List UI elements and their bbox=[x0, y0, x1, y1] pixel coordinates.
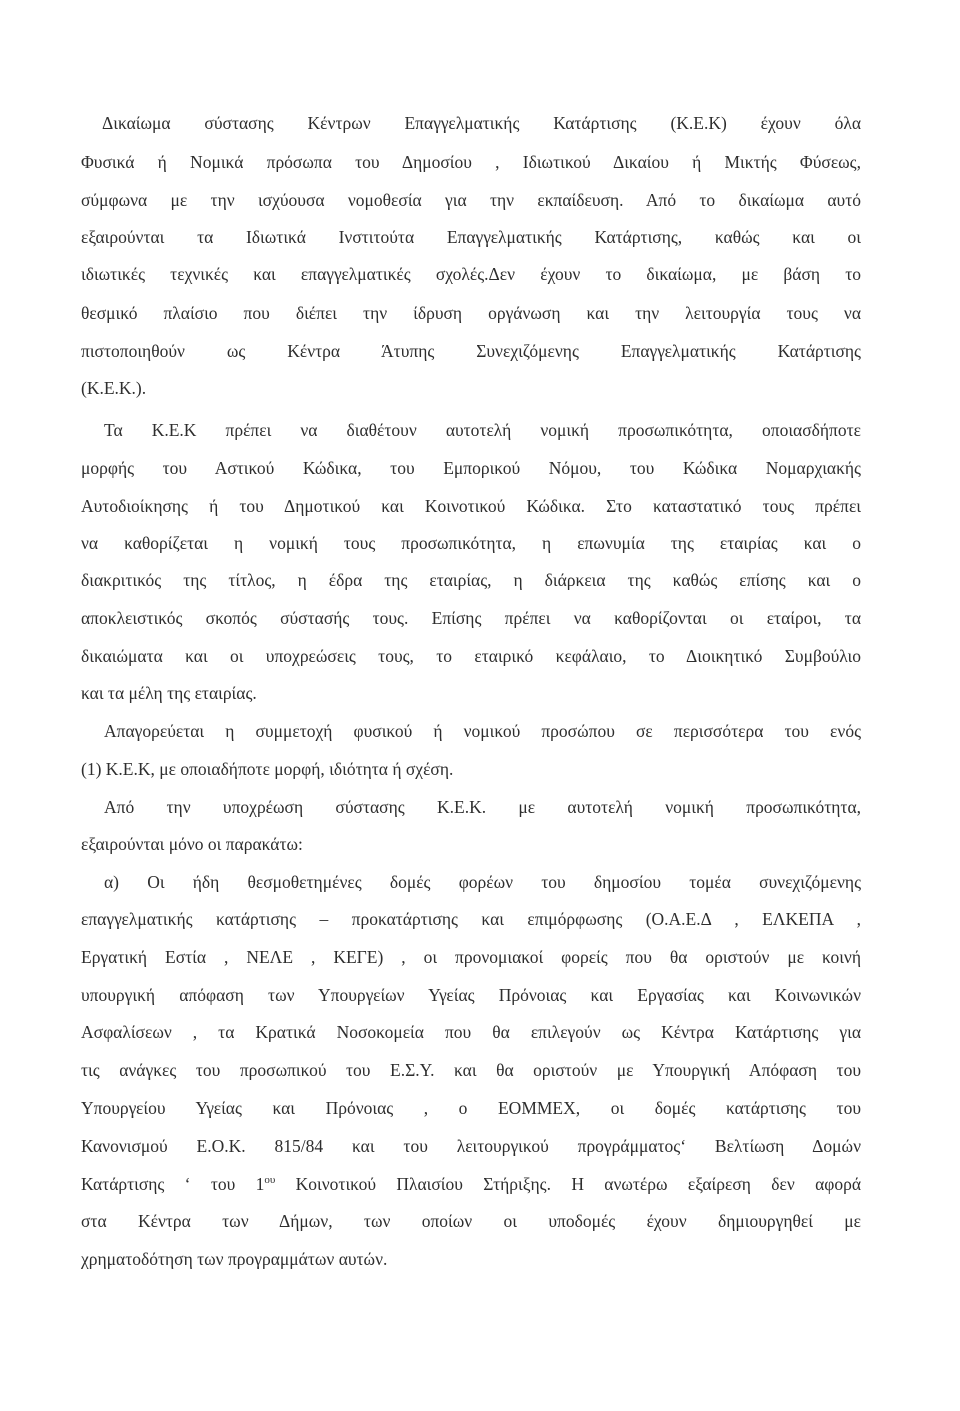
text-line: Τα Κ.Ε.Κ πρέπει να διαθέτουν αυτοτελή νομική προσωπικότητα, οποιασδήποτε bbox=[104, 420, 861, 440]
text-line: εξαιρούνται μόνο οι παρακάτω: bbox=[81, 834, 303, 854]
text-line: εξαιρούνται τα Ιδιωτικά Ινστιτούτα Επαγγελματικής Κατάρτισης, καθώς και οι bbox=[81, 227, 861, 247]
superscript-text: ου bbox=[264, 1174, 276, 1187]
text-line: να καθορίζεται η νομική τους προσωπικότητα, η επωνυμία της εταιρίας και ο bbox=[81, 533, 861, 553]
text-segment: Κατάρτισης ‘ του 1 bbox=[81, 1174, 265, 1194]
text-line: (Κ.Ε.Κ.). bbox=[81, 378, 147, 398]
text-line: Κανονισμού Ε.Ο.Κ. 815/84 και του λειτουργικού προγράμματος‘ Βελτίωση Δομών bbox=[81, 1136, 861, 1156]
text-line: υπουργική απόφαση των Υπουργείων Υγείας Πρόνοιας και Εργασίας και Κοινωνικών bbox=[81, 985, 861, 1005]
text-line: Υπουργείου Υγείας και Πρόνοιας , ο ΕΟΜΜΕΧ, οι δομές κατάρτισης του bbox=[81, 1098, 861, 1118]
text-line: τις ανάγκες του προσωπικού του Ε.Σ.Υ. και θα οριστούν με Υπουργική Απόφαση του bbox=[81, 1060, 861, 1080]
text-line: Από την υποχρέωση σύστασης Κ.Ε.Κ. με αυτοτελή νομική προσωπικότητα, bbox=[104, 797, 861, 817]
text-line: δικαιώματα και οι υποχρεώσεις τους, το εταιρικό κεφάλαιο, το Διοικητικό Συμβούλιο bbox=[81, 646, 861, 666]
text-line: α) Οι ήδη θεσμοθετημένες δομές φορέων του δημοσίου τομέα συνεχιζόμενης bbox=[104, 872, 861, 892]
text-line: αποκλειστικός σκοπός σύστασής τους. Επίσης πρέπει να καθορίζονται οι εταίροι, τα bbox=[81, 608, 861, 628]
text-line: μορφής του Αστικού Κώδικα, του Εμπορικού Νόμου, του Κώδικα Νομαρχιακής bbox=[81, 458, 861, 478]
text-line: Δικαίωμα σύστασης Κέντρων Επαγγελματικής Κατάρτισης (Κ.Ε.Κ) έχουν όλα bbox=[102, 113, 861, 133]
text-line: Ασφαλίσεων , τα Κρατικά Νοσοκομεία που θα επιλεγούν ως Κέντρα Κατάρτισης για bbox=[81, 1022, 861, 1042]
text-line: ιδιωτικές τεχνικές και επαγγελματικές σχολές.Δεν έχουν το δικαίωμα, με βάση το bbox=[81, 264, 861, 284]
text-line bbox=[81, 1174, 861, 1194]
text-line: πιστοποιηθούν ως Κέντρα Άτυπης Συνεχιζόμενης Επαγγελματικής Κατάρτισης bbox=[81, 341, 861, 361]
text-segment: Κοινοτικού Πλαισίου Στήριξης. Η ανωτέρω εξαίρεση δεν αφορά bbox=[275, 1174, 861, 1194]
text-line: επαγγελματικής κατάρτισης – προκατάρτισης και επιμόρφωσης (Ο.Α.Ε.Δ , ΕΛΚΕΠΑ , bbox=[81, 909, 861, 929]
text-line: Αυτοδιοίκησης ή του Δημοτικού και Κοινοτικού Κώδικα. Στο καταστατικό τους πρέπει bbox=[81, 496, 861, 516]
text-line: θεσμικό πλαίσιο που διέπει την ίδρυση οργάνωση και την λειτουργία τους να bbox=[81, 303, 861, 323]
text-line: διακριτικός της τίτλος, η έδρα της εταιρίας, η διάρκεια της καθώς επίσης και ο bbox=[81, 570, 861, 590]
text-line: Εργατική Εστία , ΝΕΛΕ , ΚΕΓΕ) , οι προνομιακοί φορείς που θα οριστούν με κοινή bbox=[81, 947, 861, 967]
text-line: (1) Κ.Ε.Κ, με οποιαδήποτε μορφή, ιδιότητα ή σχέση. bbox=[81, 759, 454, 779]
text-line: χρηματοδότηση των προγραμμάτων αυτών. bbox=[81, 1249, 388, 1269]
text-line: στα Κέντρα των Δήμων, των οποίων οι υποδομές έχουν δημιουργηθεί με bbox=[81, 1211, 861, 1231]
text-line: σύμφωνα με την ισχύουσα νομοθεσία για την εκπαίδευση. Από το δικαίωμα αυτό bbox=[81, 190, 861, 210]
text-line: Απαγορεύεται η συμμετοχή φυσικού ή νομικού προσώπου σε περισσότερα του ενός bbox=[104, 721, 861, 741]
text-line: και τα μέλη της εταιρίας. bbox=[81, 683, 257, 703]
text-line: Φυσικά ή Νομικά πρόσωπα του Δημοσίου , Ιδιωτικού Δικαίου ή Μικτής Φύσεως, bbox=[81, 152, 861, 172]
